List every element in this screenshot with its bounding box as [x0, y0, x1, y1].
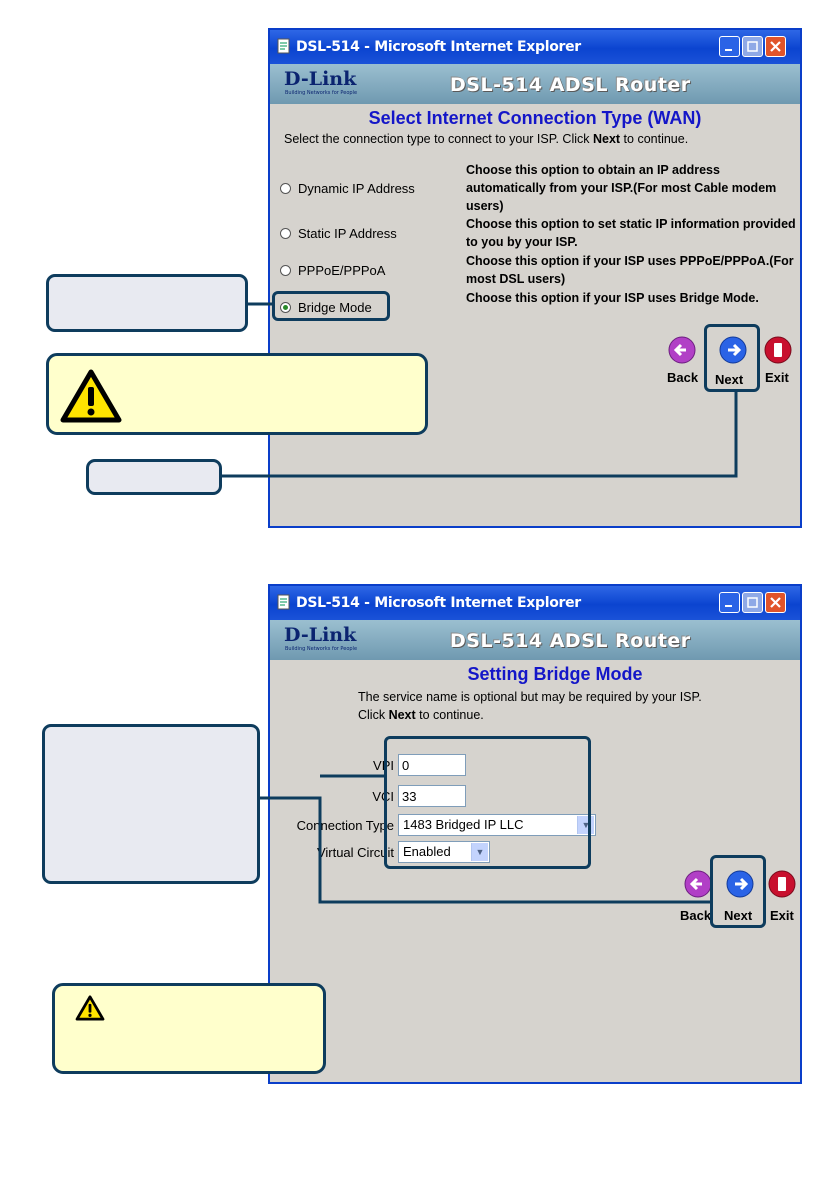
back-button[interactable]: Back [680, 908, 712, 923]
option-label: Bridge Mode [298, 300, 372, 315]
next-button[interactable]: Next [724, 908, 753, 923]
highlight-bridge-mode [272, 291, 390, 321]
instruction-line-2 [358, 708, 484, 722]
vci-label: VCI [372, 789, 394, 804]
option-pppoe[interactable] [280, 263, 385, 278]
connection-type-value: 1483 Bridged IP LLC [403, 817, 524, 832]
minimize-button[interactable] [719, 36, 740, 57]
desc-pppoe: Choose this option if your ISP uses PPPoE/PPPoA.(For most DSL users) [466, 254, 794, 286]
logo-tagline: Building Networks for People [285, 90, 358, 96]
title-bar [270, 30, 800, 64]
chevron-down-icon: ▼ [471, 843, 488, 861]
warning-box-2 [52, 983, 326, 1074]
option-dynamic-ip[interactable] [280, 181, 415, 196]
radio-static-ip[interactable] [280, 228, 291, 239]
callout-box-fields [42, 724, 260, 884]
logo-tagline: Building Networks for People [285, 646, 358, 652]
next-button[interactable]: Next [715, 372, 744, 387]
back-icon[interactable] [684, 870, 712, 898]
vpi-label: VPI [373, 758, 394, 773]
page-title: Setting Bridge Mode [467, 664, 643, 684]
dlink-logo: D-Link [284, 68, 357, 90]
minimize-icon [720, 593, 739, 612]
product-name: DSL-514 ADSL Router [450, 630, 691, 652]
minimize-icon [720, 37, 739, 56]
instruction-pre: Click [358, 708, 389, 722]
highlight-next-button-2 [710, 855, 766, 928]
exit-button[interactable]: Exit [765, 370, 789, 385]
warning-icon [75, 995, 105, 1021]
back-icon[interactable] [668, 336, 696, 364]
close-icon [766, 37, 785, 56]
router-header [270, 64, 800, 104]
desc-bridge-mode: Choose this option if your ISP uses Bridge Mode. [466, 291, 759, 305]
document-icon [276, 594, 292, 610]
option-label: PPPoE/PPPoA [298, 263, 386, 278]
instruction-post: to continue. [415, 708, 484, 722]
maximize-button[interactable] [742, 592, 763, 613]
exit-button[interactable]: Exit [770, 908, 794, 923]
option-static-ip[interactable] [280, 226, 397, 241]
virtual-circuit-label: Virtual Circuit [316, 845, 394, 860]
desc-dynamic-ip: Choose this option to obtain an IP address automatically from your ISP.(For most Cable modem users) [466, 163, 777, 213]
highlight-next-button-1 [704, 324, 760, 392]
maximize-button[interactable] [742, 36, 763, 57]
document-icon [276, 38, 292, 54]
dlink-logo: D-Link [284, 624, 357, 646]
close-button[interactable] [765, 592, 786, 613]
exit-icon[interactable] [764, 336, 792, 364]
desc-static-ip: Choose this option to set static IP information provided to you by your ISP. [466, 217, 796, 249]
back-button[interactable]: Back [667, 370, 699, 385]
instruction-pre: Select the connection type to connect to your ISP. Click [284, 132, 593, 146]
close-icon [766, 593, 785, 612]
window-title: DSL-514 - Microsoft Internet Explorer [296, 39, 581, 55]
instruction-line-1: The service name is optional but may be required by your ISP. [358, 690, 702, 704]
callout-box-next [86, 459, 222, 495]
warning-box-1 [46, 353, 428, 435]
radio-pppoe[interactable] [280, 265, 291, 276]
warning-icon [59, 368, 123, 424]
window-title: DSL-514 - Microsoft Internet Explorer [296, 595, 581, 611]
exit-icon[interactable] [768, 870, 796, 898]
product-name: DSL-514 ADSL Router [450, 74, 691, 96]
connection-type-label: Connection Type [296, 818, 394, 833]
chevron-down-icon: ▼ [577, 816, 594, 834]
highlight-bridge-fields [384, 736, 591, 869]
maximize-icon [743, 593, 762, 612]
instruction-next: Next [592, 132, 621, 146]
router-header [270, 620, 800, 660]
instruction-post: to continue. [620, 132, 689, 146]
callout-box-bridge [46, 274, 248, 332]
title-bar [270, 586, 800, 620]
browser-window-connection-type [268, 28, 802, 528]
instruction-next: Next [388, 708, 416, 722]
maximize-icon [743, 37, 762, 56]
instruction-text [284, 132, 688, 146]
option-label: Static IP Address [298, 226, 397, 241]
page-title: Select Internet Connection Type (WAN) [368, 108, 702, 128]
option-label: Dynamic IP Address [298, 181, 415, 196]
close-button[interactable] [765, 36, 786, 57]
radio-dynamic-ip[interactable] [280, 183, 291, 194]
minimize-button[interactable] [719, 592, 740, 613]
virtual-circuit-value: Enabled [403, 844, 451, 859]
